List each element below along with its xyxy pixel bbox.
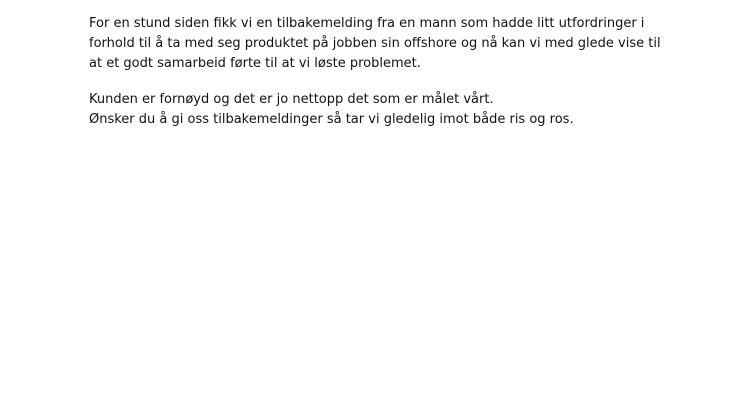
text-line: Kunden er fornøyd og det er jo nettopp det som er målet vårt.: [89, 92, 494, 107]
document-body: [89, 14, 689, 130]
text-line: at et godt samarbeid førte til at vi løste problemet.: [89, 56, 421, 71]
paragraph-customer-satisfaction: [89, 90, 689, 130]
paragraph-spacer: [89, 74, 689, 90]
text-line: forhold til å ta med seg produktet på jobben sin offshore og nå kan vi med glede vise til: [89, 36, 661, 51]
text-line: Ønsker du å gi oss tilbakemeldinger så tar vi gledelig imot både ris og ros.: [89, 112, 574, 127]
text-line: For en stund siden fikk vi en tilbakemelding fra en mann som hadde litt utfordringer i: [89, 16, 645, 31]
paragraph-feedback-story: [89, 14, 689, 74]
